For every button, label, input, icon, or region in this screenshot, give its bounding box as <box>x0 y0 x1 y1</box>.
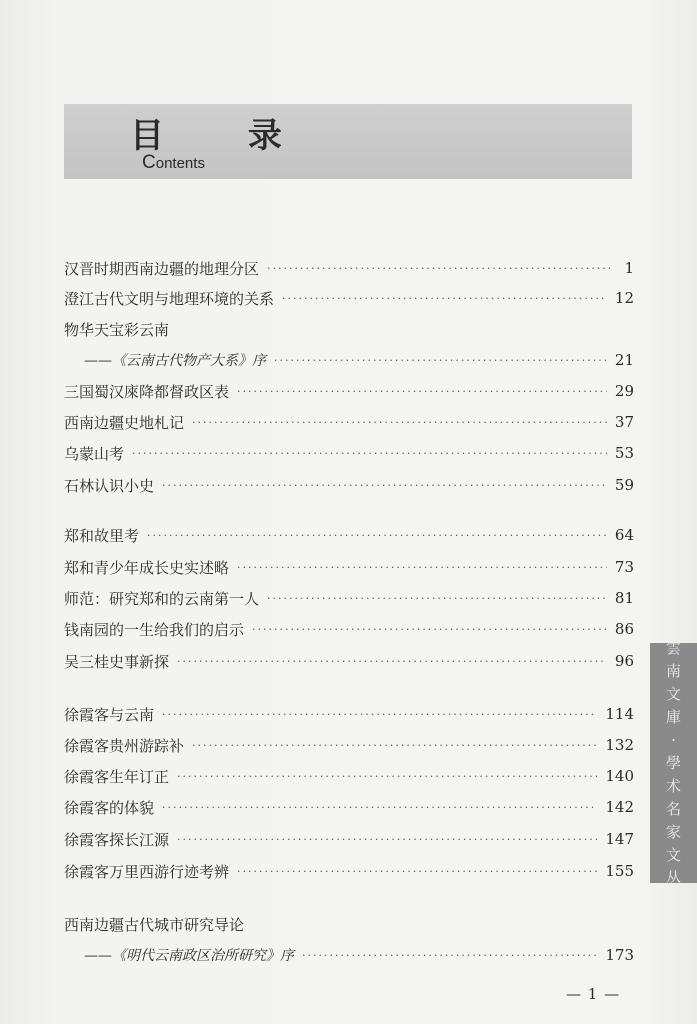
toc-entry <box>64 793 634 821</box>
toc-entry-page: 155 <box>605 862 634 880</box>
leader-dots <box>237 385 607 398</box>
toc-entry-page: 64 <box>614 526 634 544</box>
toc-entry-heading <box>64 315 634 343</box>
toc-entry <box>64 700 634 728</box>
toc-entry-title: 西南边疆古代城市研究导论 <box>64 915 245 934</box>
toc-entry-title: 师范：研究郑和的云南第一人 <box>64 589 260 608</box>
toc-entry-subtitle <box>64 941 634 969</box>
page-subtitle <box>142 152 205 174</box>
toc-entry-title: 徐霞客与云南 <box>64 705 155 724</box>
toc-entry-page: 86 <box>614 620 634 638</box>
toc-entry-title: ——《云南古代物产大系》序 <box>84 353 266 369</box>
leader-dots <box>192 739 597 752</box>
toc-entry-title: 乌蒙山考 <box>64 444 125 463</box>
toc-entry <box>64 439 634 467</box>
toc-entry-title: 钱南园的一生给我们的启示 <box>64 620 245 639</box>
toc-entry-heading <box>64 910 634 938</box>
leader-dots <box>162 479 607 492</box>
page-title: 目 录 <box>130 116 318 156</box>
toc-entry <box>64 584 634 612</box>
toc-entry <box>64 521 634 549</box>
leader-dots <box>274 354 607 367</box>
toc-entry-page: 114 <box>605 705 634 723</box>
toc-entry-page: 140 <box>605 767 634 785</box>
toc-entry-page: 29 <box>614 382 634 400</box>
leader-dots <box>177 833 597 846</box>
toc-entry-title: 郑和故里考 <box>64 526 140 545</box>
toc-entry-title: 徐霞客生年订正 <box>64 767 170 786</box>
toc-entry-page: 142 <box>605 798 634 816</box>
toc-entry-page: 37 <box>614 413 634 431</box>
series-side-tab <box>650 638 697 887</box>
page-number: — 1 — <box>566 985 621 1003</box>
toc-entry-title: 石林认识小史 <box>64 476 155 495</box>
leader-dots <box>132 447 607 460</box>
side-tab-char: 文 <box>665 845 681 864</box>
toc-entry <box>64 857 634 885</box>
contents-banner <box>64 104 632 179</box>
toc-entry <box>64 377 634 405</box>
leader-dots <box>177 770 597 783</box>
side-tab-char: 南 <box>665 661 681 680</box>
toc-entry-page: 12 <box>614 289 634 307</box>
toc-entry-title: 郑和青少年成长史实述略 <box>64 558 230 577</box>
leader-dots <box>192 416 607 429</box>
leader-dots <box>282 292 607 305</box>
toc-entry-page: 96 <box>614 652 634 670</box>
subtitle-capital: C <box>142 152 156 173</box>
side-tab-char: 丛 <box>665 868 681 887</box>
side-tab-char: 雲 <box>665 638 681 657</box>
toc-entry-page: 132 <box>605 736 634 754</box>
toc-entry-title: 西南边疆史地札记 <box>64 413 185 432</box>
side-tab-char: 庫 <box>665 707 681 726</box>
toc-entry <box>64 615 634 643</box>
subtitle-rest: ontents <box>155 155 205 172</box>
toc-entry-title: 徐霞客贵州游踪补 <box>64 736 185 755</box>
toc-entry-page: 173 <box>605 946 634 964</box>
leader-dots <box>177 655 607 668</box>
toc-entry-title: 汉晋时期西南边疆的地理分区 <box>64 259 260 278</box>
toc-entry <box>64 254 634 282</box>
side-tab-char: 术 <box>665 776 681 795</box>
toc-entry-title: 吴三桂史事新探 <box>64 652 170 671</box>
toc-entry <box>64 471 634 499</box>
toc-entry-page: 53 <box>614 444 634 462</box>
leader-dots <box>162 801 597 814</box>
toc-entry-title: 徐霞客探长江源 <box>64 830 170 849</box>
toc-entry-page: 147 <box>605 830 634 848</box>
toc-entry-page: 59 <box>614 476 634 494</box>
toc-entry-subtitle <box>64 346 634 374</box>
toc-entry <box>64 284 634 312</box>
leader-dots <box>267 592 607 605</box>
toc-entry <box>64 553 634 581</box>
toc-entry <box>64 825 634 853</box>
toc-entry-title: ——《明代云南政区治所研究》序 <box>84 948 294 964</box>
side-tab-char: · <box>671 730 676 749</box>
leader-dots <box>302 949 597 962</box>
toc-entry-page: 73 <box>614 558 634 576</box>
side-tab-char: 家 <box>665 822 681 841</box>
toc-entry <box>64 408 634 436</box>
toc-entry-page: 1 <box>624 259 634 277</box>
leader-dots <box>147 529 607 542</box>
toc-entry <box>64 762 634 790</box>
leader-dots <box>237 865 597 878</box>
toc-entry <box>64 731 634 759</box>
side-tab-char: 文 <box>665 684 681 703</box>
toc-entry-title: 三国蜀汉庲降都督政区表 <box>64 382 230 401</box>
leader-dots <box>237 561 607 574</box>
toc-entry-title: 徐霞客的体貌 <box>64 798 155 817</box>
toc-entry-title: 徐霞客万里西游行迹考辨 <box>64 862 230 881</box>
leader-dots <box>267 262 614 275</box>
side-tab-char: 名 <box>665 799 681 818</box>
toc-entry-title: 物华天宝彩云南 <box>64 320 170 339</box>
toc-entry <box>64 647 634 675</box>
toc-entry-page: 81 <box>614 589 634 607</box>
leader-dots <box>252 623 607 636</box>
toc-entry-page: 21 <box>614 351 634 369</box>
toc-entry-title: 澄江古代文明与地理环境的关系 <box>64 289 275 308</box>
side-tab-char: 學 <box>665 753 681 772</box>
leader-dots <box>162 708 597 721</box>
